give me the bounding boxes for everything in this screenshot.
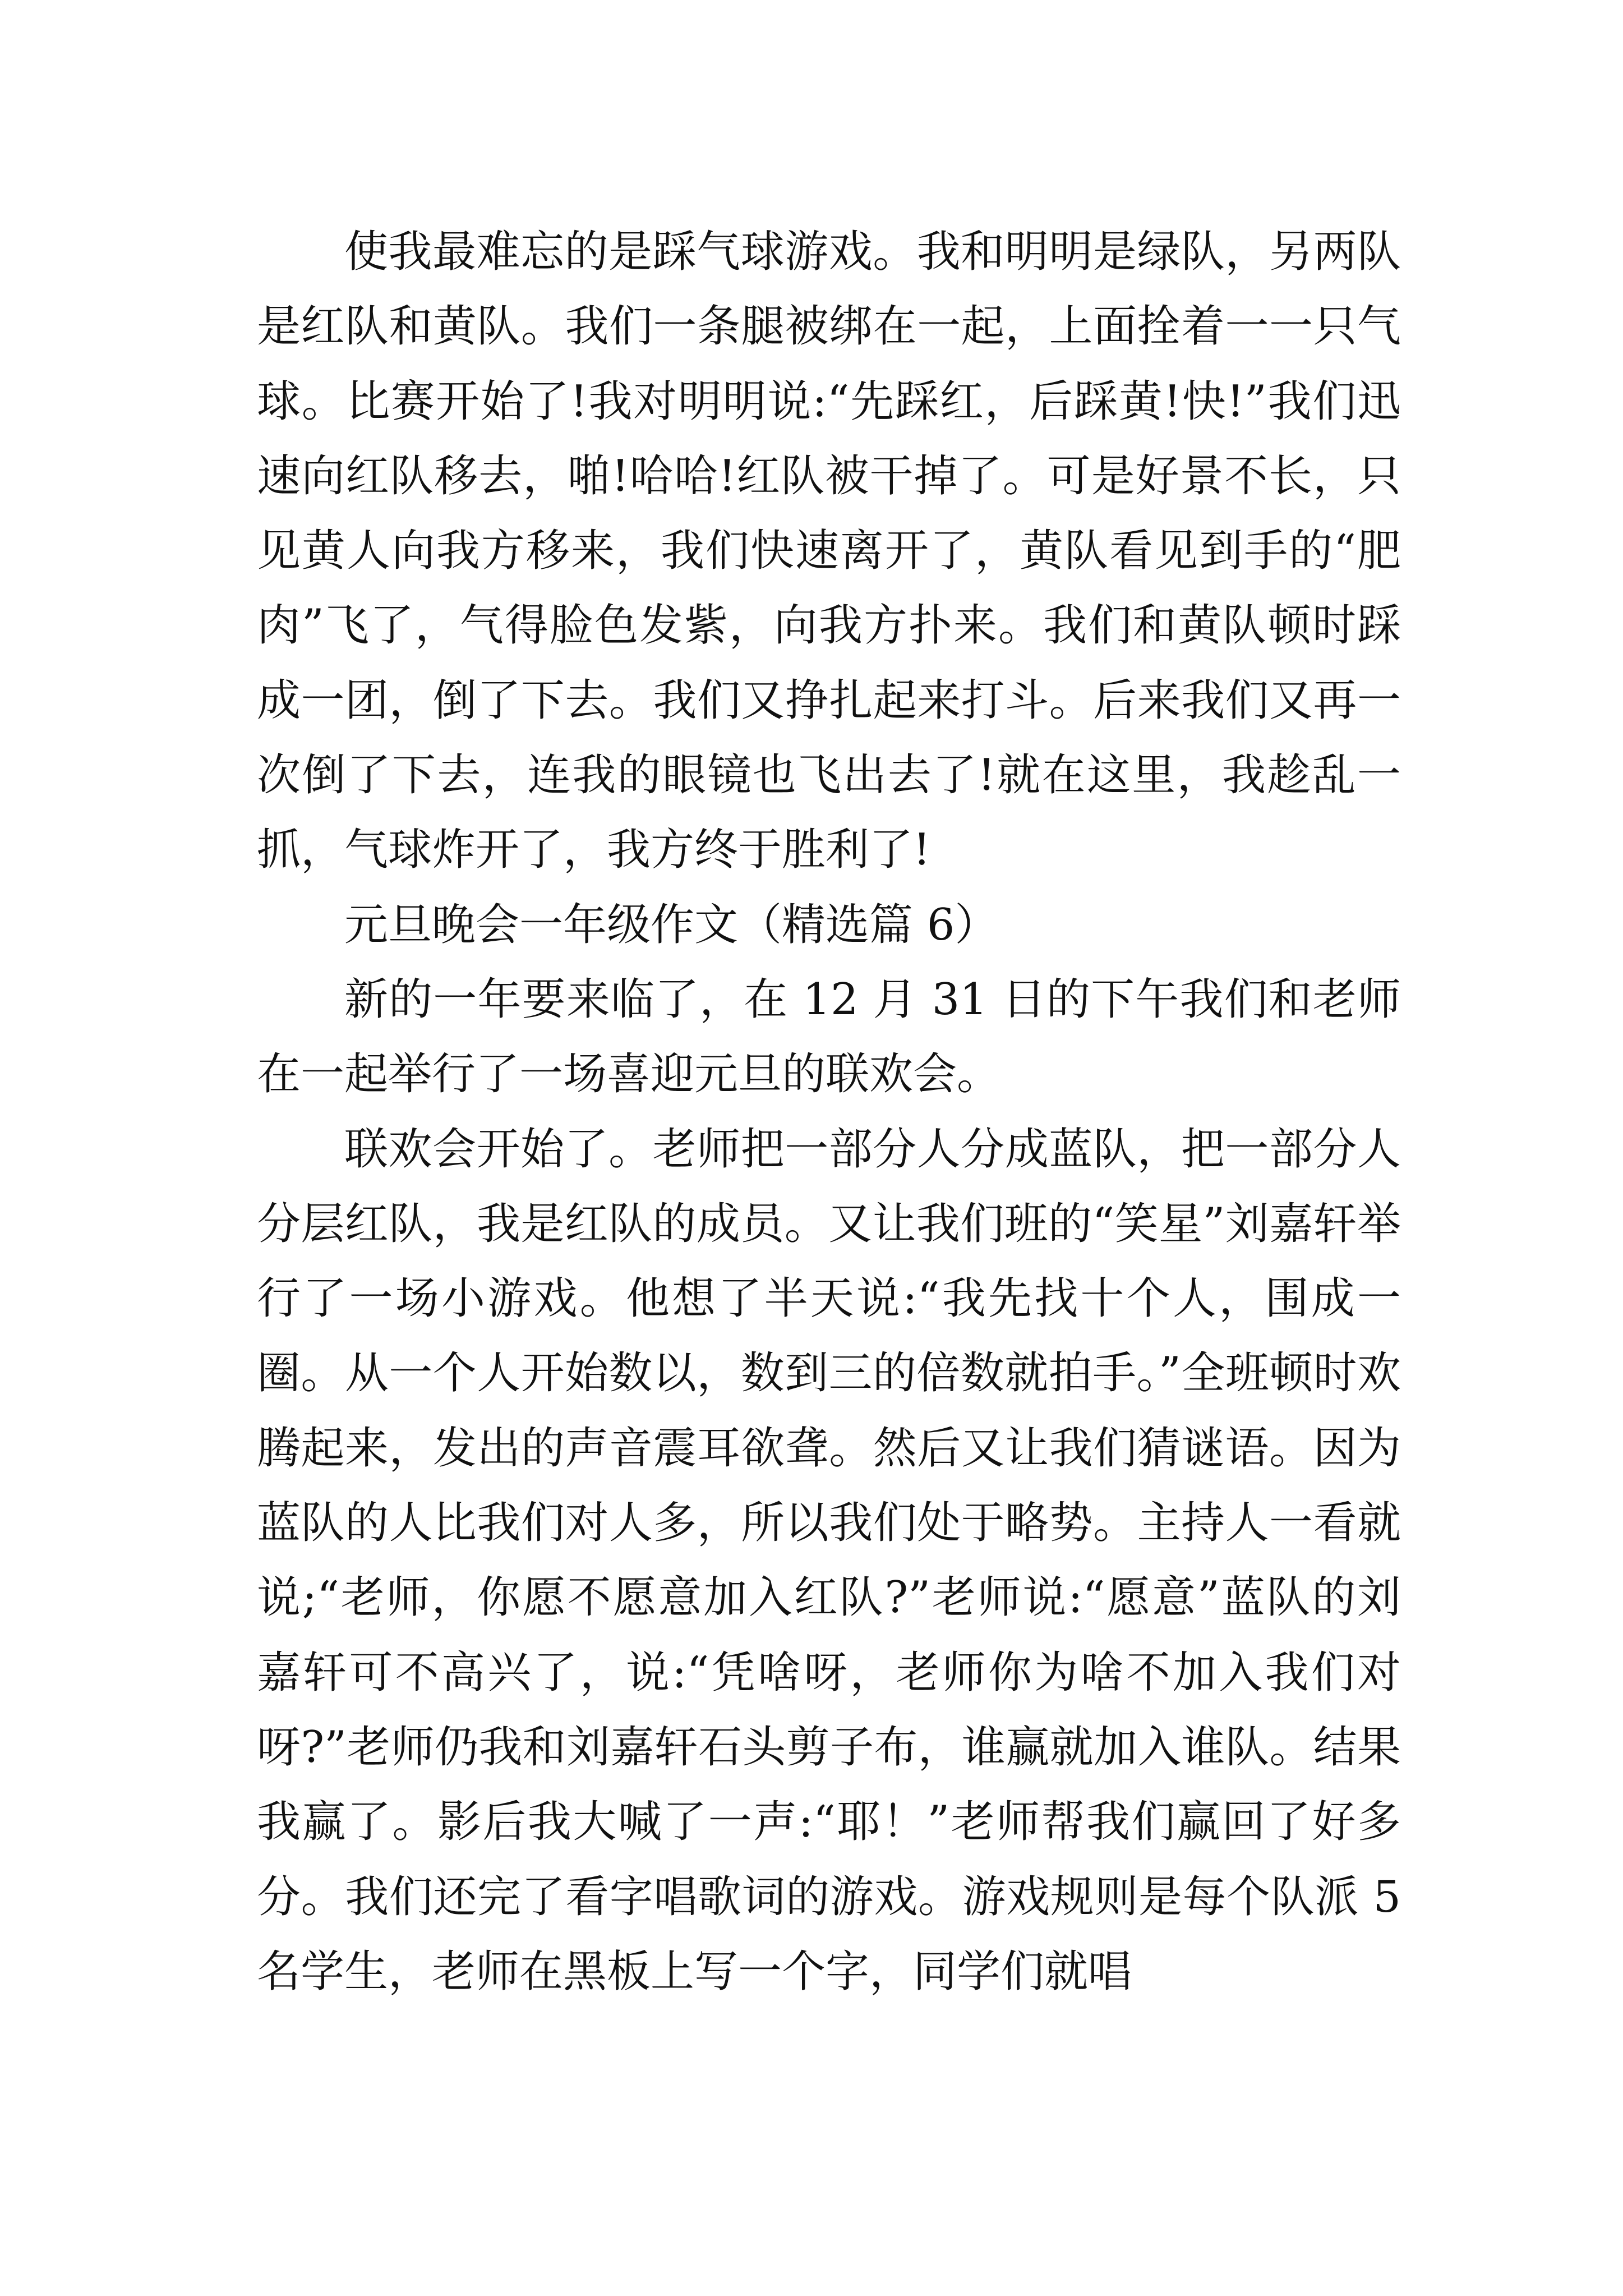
paragraph-new-year: 新的一年要来临了，在 12 月 31 日的下午我们和老师在一起举行了一场喜迎元旦的联欢会。	[257, 974, 1401, 1100]
paragraph-party: 联欢会开始了。老师把一部分人分成蓝队，把一部分人分层红队，我是红队的成员。又让我们班的“笑星”刘嘉轩举行了一场小游戏。他想了半天说:“我先找十个人，围成一圈。从一个人开始数以，数到三的倍数就拍手。”全班顿时欢腾起来，发出的声音震耳欲聋。然后又让我们猜谜语。因为蓝队的人比我们对人多，所以我们处于略势。主持人一看就说;“老师，你愿不愿意加入红队?”老师说:“愿意”蓝队的刘嘉轩可不高兴了，说:“凭啥呀，老师你为啥不加入我们对呀?”老师仍我和刘嘉轩石头剪子布，谁赢就加入谁队。结果我赢了。影后我大喊了一声:“耶！”老师帮我们赢回了好多分。我们还完了看字唱歌词的游戏。游戏规则是每个队派 5 名学生，老师在黑板上写一个字，同学们就唱	[257, 1124, 1401, 1997]
paragraph-balloon-game: 使我最难忘的是踩气球游戏。我和明明是绿队，另两队是红队和黄队。我们一条腿被绑在一起，上面拴着一一只气球。比赛开始了!我对明明说:“先踩红，后踩黄!快!”我们迅速向红队移去，啪!哈哈!红队被干掉了。可是好景不长，只见黄人向我方移来，我们快速离开了，黄队看见到手的“肥肉”飞了，气得脸色发紫，向我方扑来。我们和黄队顿时踩成一团，倒了下去。我们又挣扎起来打斗。后来我们又再一次倒了下去，连我的眼镜也飞出去了!就在这里，我趁乱一抓，气球炸开了，我方终于胜利了!	[257, 227, 1401, 876]
essay-text	[257, 215, 1401, 2009]
essay-title: 元旦晚会一年级作文（精选篇 6）	[344, 899, 999, 950]
